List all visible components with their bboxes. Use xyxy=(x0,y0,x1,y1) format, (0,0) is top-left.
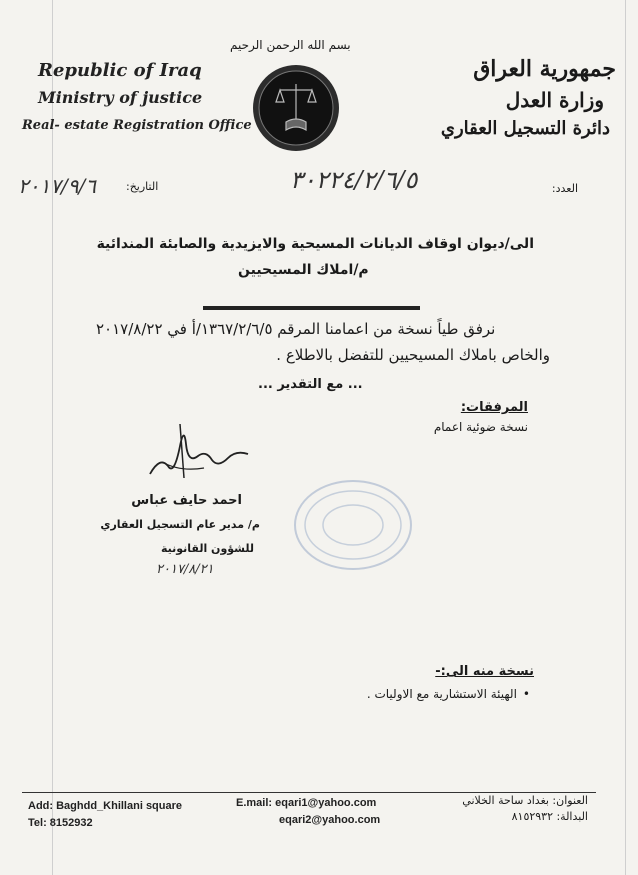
ref-number-value: ٣٠٢٢٤/٢/٦/٥ xyxy=(290,166,418,194)
handwritten-signature xyxy=(140,416,260,486)
footer-email-2: eqari2@yahoo.com xyxy=(279,814,381,826)
signatory-dept: للشؤون القانونية xyxy=(160,542,254,555)
copy-to-item: • الهيئة الاستشارية مع الاوليات . xyxy=(367,687,530,701)
footer-address-en: Add: Baghdd_Khillani square xyxy=(28,800,183,812)
footer-tel-ar: البدالة: ٨١٥٢٩٣٢ xyxy=(511,810,588,823)
ref-date-value: ٢٠١٧/٩/٦ xyxy=(18,174,96,198)
letterhead-ar-line2: وزارة العدل xyxy=(505,88,604,112)
official-stamp xyxy=(292,478,414,572)
footer-rule xyxy=(22,792,596,793)
attachments-item: نسخة ضوئية اعمام xyxy=(433,420,528,434)
copy-to-label: نسخة منه الى:- xyxy=(435,664,534,679)
attachments-label: المرفقات: xyxy=(460,400,528,415)
letterhead-en-line1: Republic of Iraq xyxy=(38,60,202,81)
body-line2: والخاص باملاك المسيحيين للتفضل بالاطلاع . xyxy=(276,346,550,364)
ref-date-label: التاريخ: xyxy=(126,180,159,193)
signature-date: ٢٠١٧/٨/٢١ xyxy=(156,562,214,577)
scan-line xyxy=(625,0,626,875)
separator-line xyxy=(203,306,420,310)
addressee-line1: الى/ديوان اوقاف الديانات المسيحية والايزيدية والصابئة المندائية xyxy=(96,236,534,252)
signatory-name: احمد حايف عباس xyxy=(131,493,242,508)
letterhead-ar-line1: جمهورية العراق xyxy=(473,56,616,82)
ref-number-label: العدد: xyxy=(551,182,578,195)
basmala: بسم الله الرحمن الرحيم xyxy=(230,38,351,52)
footer-address-ar: العنوان: بغداد ساحة الخلاني xyxy=(462,794,588,807)
letterhead-en-line3: Real- estate Registration Office xyxy=(22,118,252,133)
letterhead-ar-line3: دائرة التسجيل العقاري xyxy=(440,118,610,139)
body-line1: نرفق طياً نسخة من اعمامنا المرقم ١٣٦٧/٢/٦/٥/أ في ٢٠١٧/٨/٢٢ xyxy=(96,320,496,338)
signatory-title: م/ مدير عام التسجيل العقاري xyxy=(100,518,260,531)
footer-tel-en: Tel: 8152932 xyxy=(28,817,93,829)
ministry-emblem-icon xyxy=(250,62,342,154)
letterhead-en-line2: Ministry of justice xyxy=(38,88,203,107)
footer-email-1: E.mail: eqari1@yahoo.com xyxy=(236,797,377,809)
addressee-line2: م/املاك المسيحيين xyxy=(238,262,369,278)
closing-regards: ... مع التقدير ... xyxy=(258,377,363,392)
